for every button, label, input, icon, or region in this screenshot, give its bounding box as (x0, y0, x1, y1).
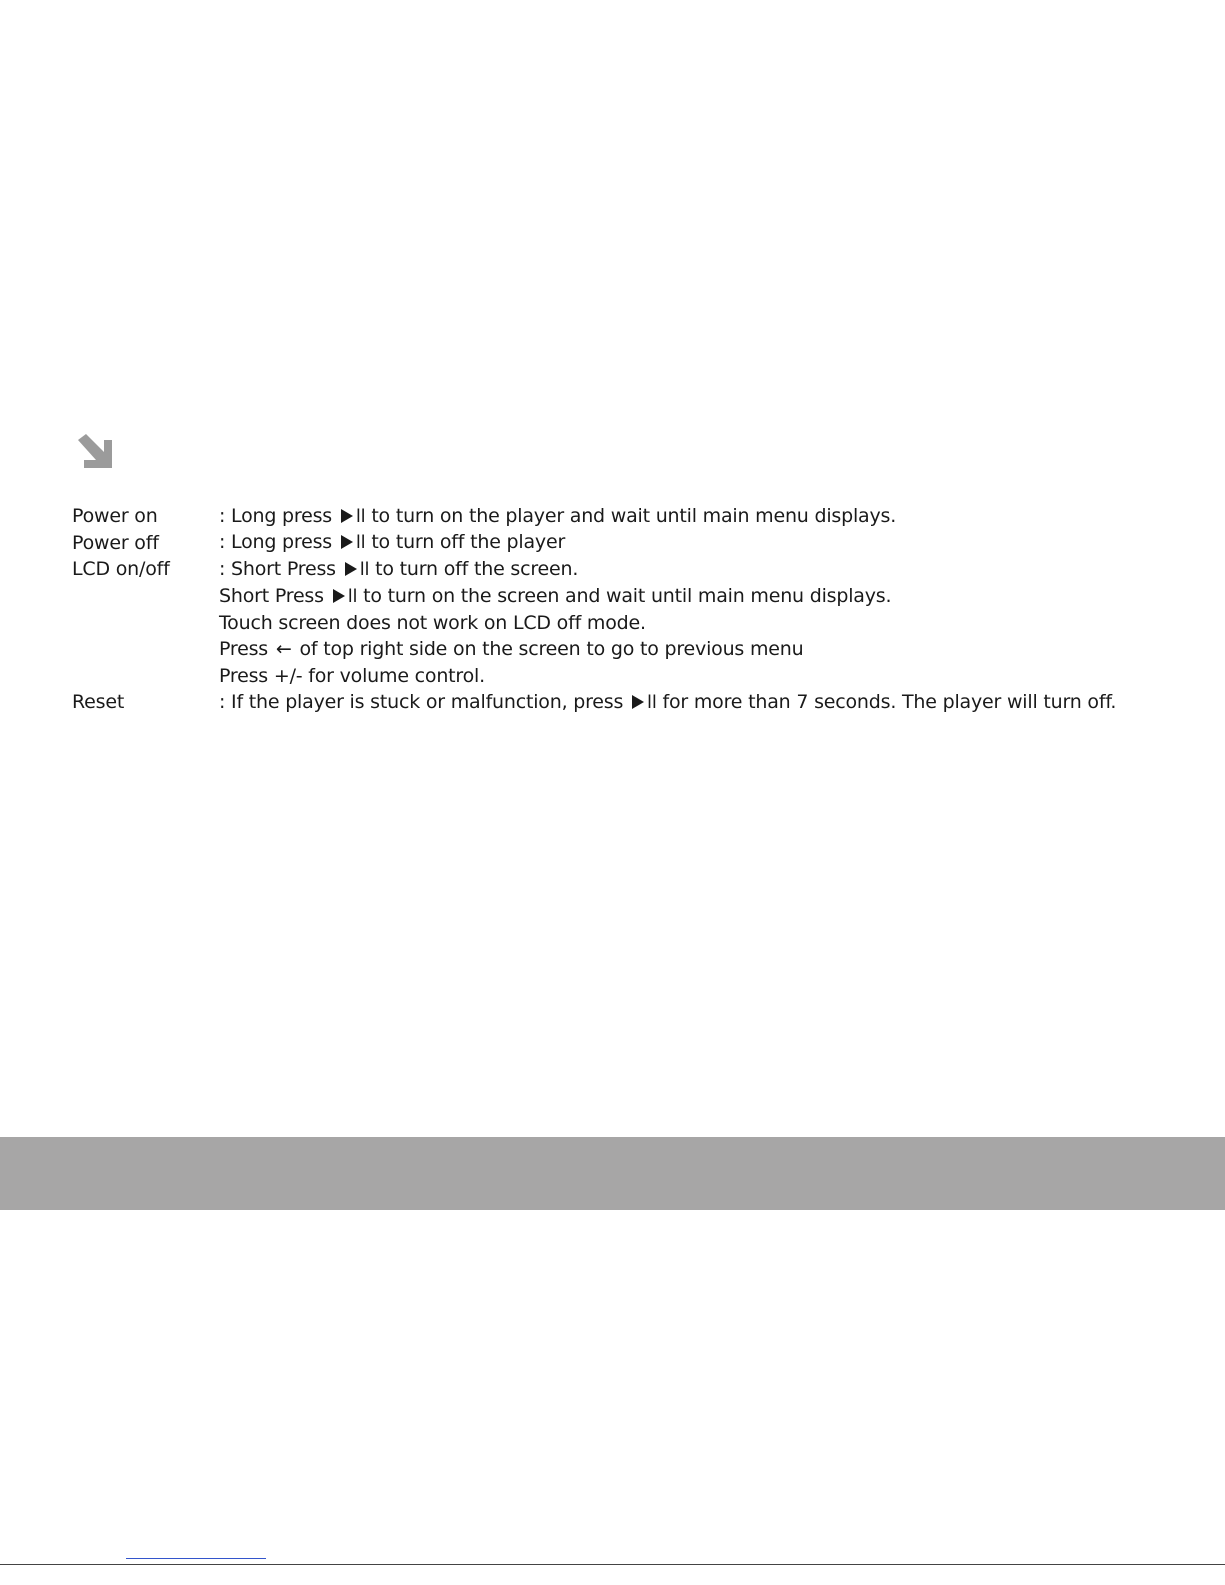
arrow-down-right-icon (74, 430, 118, 474)
play-pause-icon (341, 509, 353, 523)
text-segment: : Short Press (219, 557, 336, 580)
instruction-row-power-off (72, 530, 1202, 557)
text-lcd-line5: Press +/- for volume control. (219, 664, 485, 687)
label-lcd: LCD on/off (72, 558, 170, 581)
pause-icon: ll (647, 691, 657, 713)
instruction-row-lcd-2 (72, 583, 1202, 610)
label-reset: Reset (72, 691, 125, 714)
text-segment: to turn off the player (371, 531, 566, 554)
play-pause-icon (333, 589, 345, 603)
text-segment: for more than 7 seconds. The player will turn off. (662, 690, 1117, 713)
text-segment: of top right side on the screen to go to previous menu (299, 638, 804, 661)
instruction-row-reset (72, 689, 1202, 716)
footer-divider (0, 1564, 1225, 1565)
text-power-on (219, 503, 1202, 530)
instruction-row-lcd-3 (72, 609, 1202, 636)
text-power-off (219, 529, 1202, 556)
instruction-row-lcd-5 (72, 663, 1202, 690)
left-arrow-icon: ← (275, 638, 292, 661)
text-segment: : Long press (219, 504, 333, 527)
play-pause-icon (632, 695, 644, 709)
text-segment: Press (219, 638, 269, 661)
text-lcd-line3: Touch screen does not work on LCD off mode. (219, 611, 646, 634)
instruction-row-power-on (72, 503, 1202, 530)
play-pause-icon (345, 562, 357, 576)
label-power-on: Power on (72, 505, 158, 528)
text-segment: to turn off the screen. (375, 557, 579, 580)
label-power-off: Power off (72, 531, 159, 554)
play-pause-icon (341, 535, 353, 549)
text-lcd-line2 (219, 583, 1202, 610)
pause-icon: ll (355, 505, 366, 527)
text-reset (219, 689, 1202, 716)
text-segment: to turn on the screen and wait until main menu displays. (363, 584, 892, 607)
text-segment: Short Press (219, 584, 324, 607)
pause-icon: ll (355, 532, 366, 554)
footer-link-underline (126, 1558, 266, 1559)
instruction-row-lcd (72, 556, 1202, 583)
text-segment: : Long press (219, 531, 333, 554)
pause-icon: ll (347, 585, 358, 607)
instruction-list (72, 503, 1202, 716)
pause-icon: ll (359, 558, 370, 580)
text-lcd-line4 (219, 636, 1202, 662)
text-segment: to turn on the player and wait until main menu displays. (371, 504, 897, 527)
text-lcd-line1 (219, 556, 1202, 583)
footer-band (0, 1137, 1225, 1210)
instruction-row-lcd-4 (72, 636, 1202, 663)
text-segment: : If the player is stuck or malfunction, press (219, 690, 624, 713)
